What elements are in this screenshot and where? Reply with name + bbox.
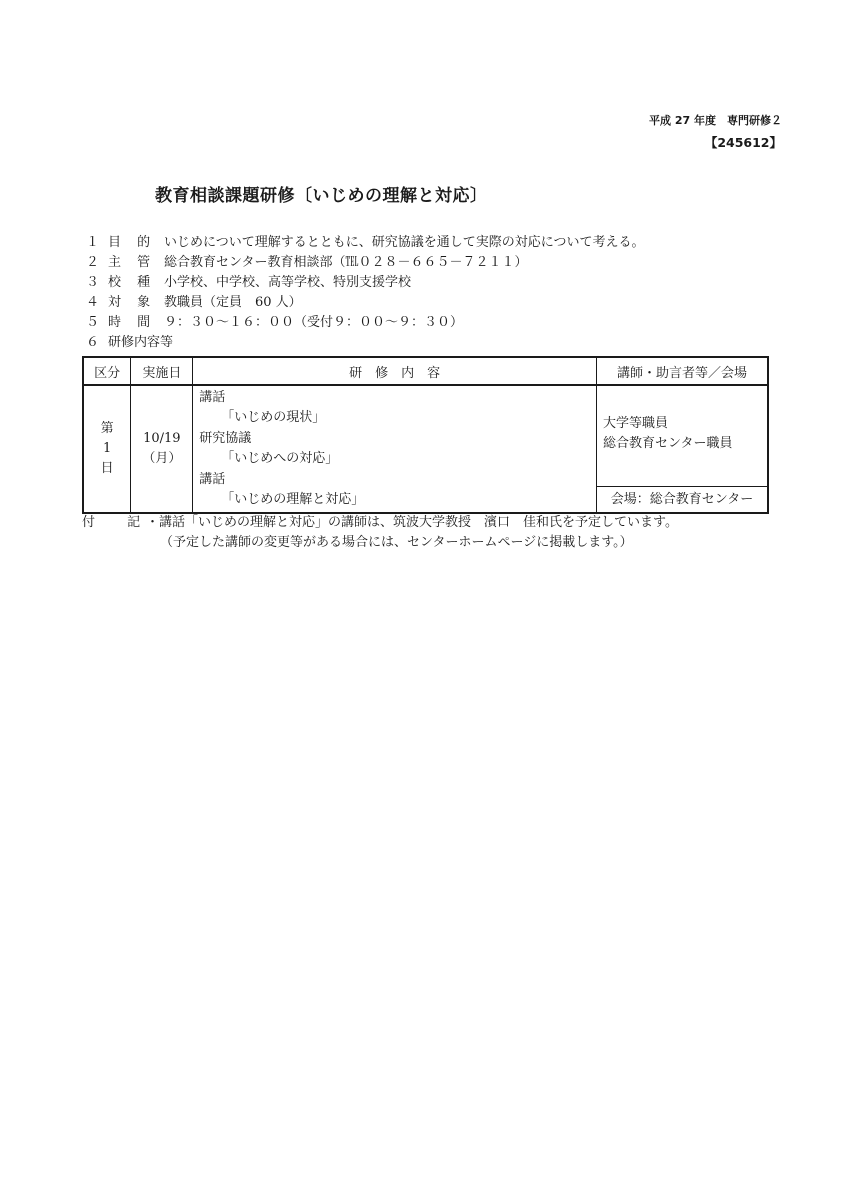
course-code: 【245612】: [704, 135, 782, 150]
item-purpose: [86, 233, 644, 253]
content-line: 講話: [199, 390, 226, 405]
content-line: 「いじめの現状」: [221, 410, 326, 426]
item-time: [86, 313, 463, 333]
item-number: ２: [86, 255, 100, 270]
day-char: 日: [100, 461, 114, 476]
content-line: 研究協議: [199, 430, 252, 446]
weekday-value: （月）: [142, 451, 182, 466]
item-label: 時 間: [108, 315, 157, 330]
venue: 会場：総合教育センター: [597, 486, 767, 512]
note: [82, 511, 678, 530]
fiscal-year-label: 平成 27 年度 専門研修２: [649, 114, 782, 127]
item-label: 目 的: [108, 235, 157, 250]
lecturer-name: 大学等職員: [603, 416, 669, 431]
content-line: 「いじめへの対応」: [221, 451, 339, 467]
header-division: 区分: [83, 357, 131, 385]
date-cell: [131, 385, 193, 513]
item-label: 校 種: [108, 275, 157, 290]
item-school-type: [86, 273, 411, 293]
header-date: 実施日: [131, 357, 193, 385]
content-line: 「いじめの理解と対応」: [221, 492, 365, 508]
item-text: 教職員（定員 60 人）: [164, 295, 302, 310]
lecturer-name: 総合教育センター職員: [603, 436, 733, 451]
header-lecturer-venue: 講師・助言者等／会場: [597, 357, 769, 385]
item-number: ６: [86, 335, 100, 350]
item-text: ９：３０～１６：００（受付９：００～９：３０）: [164, 315, 464, 330]
content-line: 講話: [199, 471, 226, 487]
item-text: 総合教育センター教育相談部（℡０２８－６６５－７２１１）: [164, 255, 528, 270]
item-contents: [86, 333, 173, 353]
item-label: 主 管: [108, 255, 157, 270]
table-header-row: [83, 357, 768, 385]
item-number: ５: [86, 315, 100, 330]
day-cell: [83, 385, 131, 513]
content-cell: [193, 385, 597, 513]
item-label: 対 象: [108, 295, 157, 310]
item-number: ４: [86, 295, 100, 310]
table-row: [83, 385, 768, 513]
lecturer-cell: [597, 385, 769, 513]
item-number: １: [86, 235, 100, 250]
item-target: [86, 293, 302, 313]
schedule-table: [82, 356, 769, 514]
page-title: 教育相談課題研修〔いじめの理解と対応〕: [155, 186, 488, 206]
day-char: 第: [100, 421, 114, 436]
date-value: 10/19: [143, 431, 181, 446]
note-label: 付 記: [82, 515, 155, 530]
item-text: 研修内容等: [108, 335, 174, 350]
item-text: 小学校、中学校、高等学校、特別支援学校: [164, 275, 412, 290]
item-text: いじめについて理解するとともに、研究協議を通して実際の対応について考える。: [164, 235, 645, 250]
item-organizer: [86, 253, 527, 273]
day-char: 1: [103, 441, 112, 456]
header-content: 研 修 内 容: [193, 357, 597, 385]
item-number: ３: [86, 275, 100, 290]
note-line-1: ・講話「いじめの理解と対応」の講師は、筑波大学教授 濱口 佳和氏を予定しています。: [146, 515, 678, 530]
note-line-2: （予定した講師の変更等がある場合には、センターホームページに掲載します。）: [160, 535, 633, 550]
